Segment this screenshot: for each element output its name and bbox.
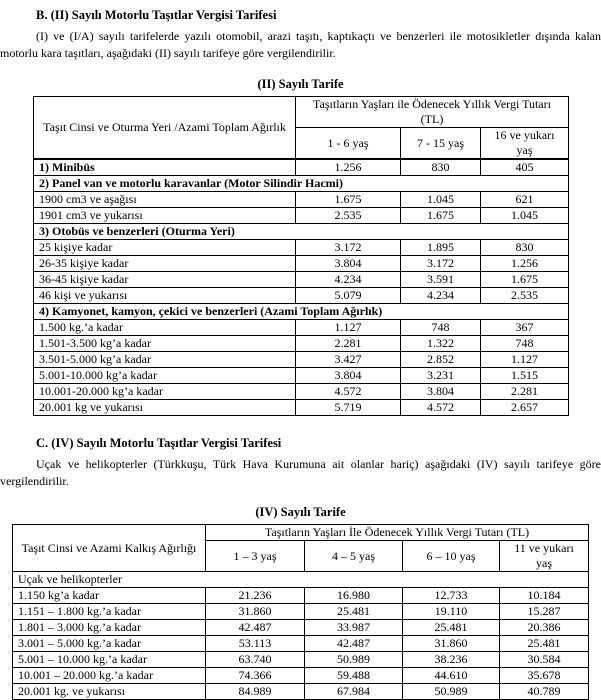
table-ii-body — [34, 159, 569, 416]
cell-value: 84.989 — [206, 684, 305, 700]
cell-value: 1.127 — [296, 320, 401, 336]
table-ii-title: (II) Sayılı Tarife — [257, 77, 344, 92]
table-iv-group-header-row — [13, 525, 589, 541]
cell-value: 3.231 — [401, 368, 481, 384]
cell-value: 621 — [481, 192, 569, 208]
row-label: 1.500 kg.’a kadar — [34, 320, 296, 336]
cell-value: 1.675 — [401, 208, 481, 224]
table-iv-age-col-2: 4 – 5 yaş — [305, 541, 403, 572]
table-ii-group-header — [296, 97, 569, 128]
table-row — [34, 400, 569, 416]
row-label: 1.150 kg’a kadar — [13, 588, 206, 604]
cell-value: 1.127 — [481, 352, 569, 368]
cell-value: 748 — [401, 320, 481, 336]
cell-value: 15.287 — [500, 604, 589, 620]
cell-value: 38.236 — [403, 652, 500, 668]
table-row — [34, 368, 569, 384]
cell-value: 3.804 — [296, 368, 401, 384]
row-label: 5.001 – 10.000 kg.’a kadar — [13, 652, 206, 668]
cell-value: 63.740 — [206, 652, 305, 668]
table-row — [34, 272, 569, 288]
table-row — [34, 320, 569, 336]
cell-value: 42.487 — [206, 620, 305, 636]
cell-value: 25.481 — [305, 604, 403, 620]
cell-value: 1.895 — [401, 240, 481, 256]
table-row — [13, 588, 589, 604]
cell-value: 3.804 — [401, 384, 481, 400]
cell-value: 2.852 — [401, 352, 481, 368]
table-row — [34, 336, 569, 352]
table-row — [34, 192, 569, 208]
section-label: 4) Kamyonet, kamyon, çekici ve benzerleri (Azami Toplam Ağırlık) — [34, 304, 569, 320]
table-iv-col1-header: Taşıt Cinsi ve Azami Kalkış Ağırlığı — [13, 525, 206, 572]
table-ii-age-col-1: 1 - 6 yaş — [296, 128, 401, 160]
table-ii — [33, 96, 569, 416]
cell-value: 5.719 — [296, 400, 401, 416]
table-row — [34, 240, 569, 256]
table-iv-age-col-4: 11 ve yukarı yaş — [500, 541, 589, 572]
table-row — [34, 159, 569, 176]
cell-value: 33.987 — [305, 620, 403, 636]
table-ii-age-col-2: 7 - 15 yaş — [401, 128, 481, 160]
table-row — [13, 652, 589, 668]
cell-value: 50.989 — [403, 684, 500, 700]
cell-value: 1.045 — [481, 208, 569, 224]
cell-value: 2.281 — [296, 336, 401, 352]
cell-value: 35.678 — [500, 668, 589, 684]
cell-value: 25.481 — [403, 620, 500, 636]
cell-value: 3.427 — [296, 352, 401, 368]
row-label: 3.001 – 5.000 kg.’a kadar — [13, 636, 206, 652]
cell-value: 4.234 — [296, 272, 401, 288]
table-row — [34, 256, 569, 272]
cell-value: 4.572 — [401, 400, 481, 416]
cell-value: 4.572 — [296, 384, 401, 400]
row-label: 25 kişiye kadar — [34, 240, 296, 256]
table-row — [34, 384, 569, 400]
cell-value: 19.110 — [403, 604, 500, 620]
cell-value: 40.789 — [500, 684, 589, 700]
cell-value: 31.860 — [403, 636, 500, 652]
row-label: 1) Minibüs — [34, 159, 296, 176]
cell-value: 2.281 — [481, 384, 569, 400]
row-label: 1901 cm3 ve yukarısı — [34, 208, 296, 224]
cell-value: 2.535 — [481, 288, 569, 304]
table-row — [34, 208, 569, 224]
cell-value: 830 — [481, 240, 569, 256]
cell-value: 1.256 — [481, 256, 569, 272]
cell-value: 1.515 — [481, 368, 569, 384]
cell-value: 2.657 — [481, 400, 569, 416]
section-row — [13, 572, 589, 588]
cell-value: 4.234 — [401, 288, 481, 304]
row-label: 26-35 kişiye kadar — [34, 256, 296, 272]
cell-value: 42.487 — [305, 636, 403, 652]
group-header-line1: Taşıtların Yaşları ile Ödenecek Yıllık Vergi Tutarı — [313, 97, 551, 112]
section-label: Uçak ve helikopterler — [13, 572, 589, 588]
section-b-paragraph: (I) ve (I/A) sayılı tarifelerde yazılı otomobil, arazi taşıtı, kaptıkaçtı ve benzerleri ile motosikletler dışında kalan motorlu kara taşıtları, aşağıdaki (II) sayılı tarifeye göre vergilendirilir. — [0, 29, 601, 61]
cell-value: 30.584 — [500, 652, 589, 668]
cell-value: 1.675 — [296, 192, 401, 208]
cell-value: 3.172 — [401, 256, 481, 272]
table-iv-body — [13, 572, 589, 700]
cell-value: 21.236 — [206, 588, 305, 604]
cell-value: 2.535 — [296, 208, 401, 224]
cell-value: 20.386 — [500, 620, 589, 636]
cell-value: 405 — [481, 159, 569, 176]
table-row — [34, 288, 569, 304]
table-iv-group-header: Taşıtların Yaşları İle Ödenecek Yıllık Vergi Tutarı (TL) — [206, 525, 589, 541]
cell-value: 44.610 — [403, 668, 500, 684]
cell-value: 1.322 — [401, 336, 481, 352]
table-iv-age-col-3: 6 – 10 yaş — [403, 541, 500, 572]
row-label: 36-45 kişiye kadar — [34, 272, 296, 288]
cell-value: 10.184 — [500, 588, 589, 604]
cell-value: 3.804 — [296, 256, 401, 272]
section-c-heading: C. (IV) Sayılı Motorlu Taşıtlar Vergisi Tarifesi — [36, 436, 282, 451]
table-ii-group-header-row — [34, 97, 569, 128]
section-c-paragraph: Uçak ve helikopterler (Türkkuşu, Türk Hava Kurumuna ait olanlar hariç) aşağıdaki (IV) sayılı tarifeye göre vergilendirilir. — [0, 457, 601, 489]
cell-value: 59.488 — [305, 668, 403, 684]
row-label: 1.801 – 3.000 kg.’a kadar — [13, 620, 206, 636]
section-row — [34, 304, 569, 320]
table-iv-title: (IV) Sayılı Tarife — [255, 505, 346, 520]
table-row — [13, 668, 589, 684]
cell-value: 16.980 — [305, 588, 403, 604]
row-label: 20.001 kg. ve yukarısı — [13, 684, 206, 700]
table-row — [13, 684, 589, 700]
row-label: 1.151 – 1.800 kg.’a kadar — [13, 604, 206, 620]
cell-value: 74.366 — [206, 668, 305, 684]
cell-value: 1.675 — [481, 272, 569, 288]
section-label: 3) Otobüs ve benzerleri (Oturma Yeri) — [34, 224, 569, 240]
row-label: 10.001 – 20.000 kg.’a kadar — [13, 668, 206, 684]
cell-value: 67.984 — [305, 684, 403, 700]
cell-value: 1.256 — [296, 159, 401, 176]
table-row — [34, 352, 569, 368]
row-label: 1.501-3.500 kg’a kadar — [34, 336, 296, 352]
cell-value: 3.172 — [296, 240, 401, 256]
row-label: 1900 cm3 ve aşağısı — [34, 192, 296, 208]
cell-value: 53.113 — [206, 636, 305, 652]
cell-value: 12.733 — [403, 588, 500, 604]
table-iv — [12, 524, 589, 700]
section-row — [34, 224, 569, 240]
table-ii-col1-header: Taşıt Cinsi ve Oturma Yeri /Azami Toplam Ağırlık — [34, 97, 296, 160]
section-b-heading: B. (II) Sayılı Motorlu Taşıtlar Vergisi Tarifesi — [36, 8, 277, 22]
cell-value: 367 — [481, 320, 569, 336]
row-label: 5.001-10.000 kg’a kadar — [34, 368, 296, 384]
cell-value: 31.860 — [206, 604, 305, 620]
cell-value: 748 — [481, 336, 569, 352]
section-label: 2) Panel van ve motorlu karavanlar (Motor Silindir Hacmi) — [34, 176, 569, 192]
cell-value: 3.591 — [401, 272, 481, 288]
group-header-line2: (TL) — [420, 112, 444, 127]
row-label: 20.001 kg ve yukarısı — [34, 400, 296, 416]
row-label: 10.001-20.000 kg’a kadar — [34, 384, 296, 400]
table-ii-age-col-3: 16 ve yukarı yaş — [481, 128, 569, 160]
cell-value: 25.481 — [500, 636, 589, 652]
cell-value: 5.079 — [296, 288, 401, 304]
table-row — [13, 620, 589, 636]
row-label: 46 kişi ve yukarısı — [34, 288, 296, 304]
row-label: 3.501-5.000 kg’a kadar — [34, 352, 296, 368]
table-row — [13, 604, 589, 620]
table-row — [13, 636, 589, 652]
section-row — [34, 176, 569, 192]
cell-value: 830 — [401, 159, 481, 176]
cell-value: 1.045 — [401, 192, 481, 208]
cell-value: 50.989 — [305, 652, 403, 668]
table-iv-age-col-1: 1 – 3 yaş — [206, 541, 305, 572]
